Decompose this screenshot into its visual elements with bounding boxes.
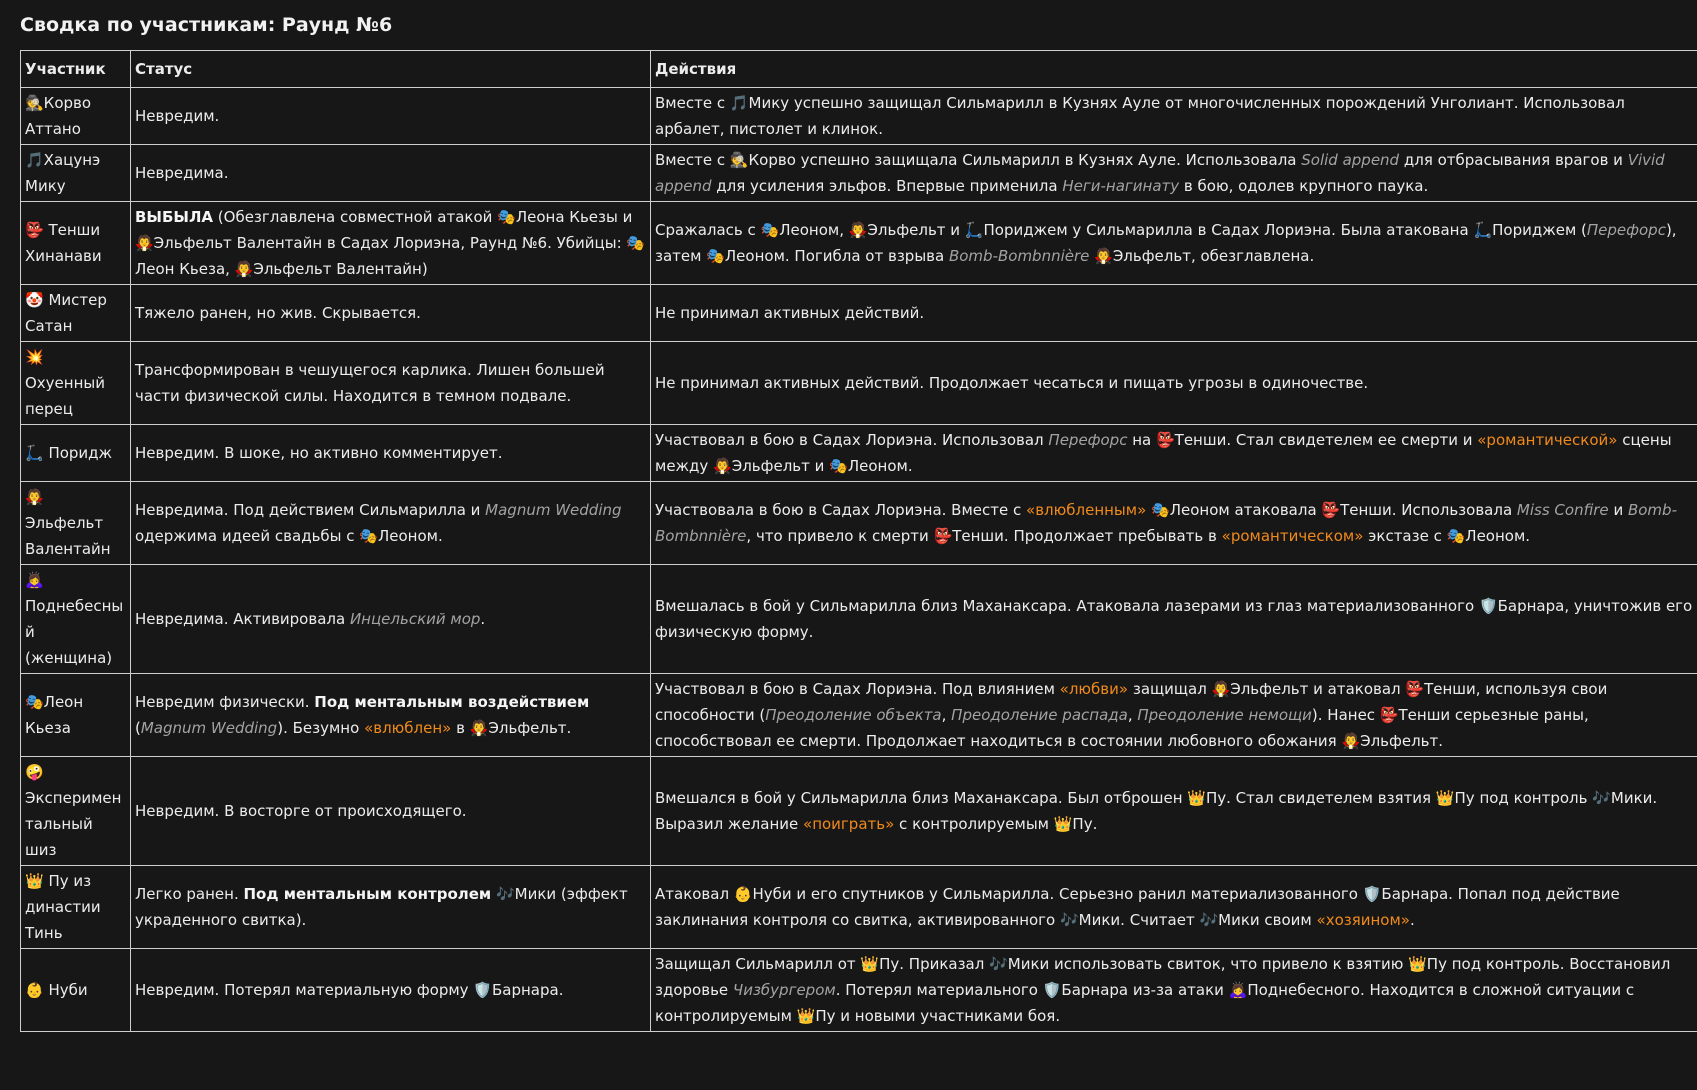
cell-text: , что привело к смерти 👺Тенши. Продолжает пребывать в	[746, 527, 1222, 545]
cell-text: 🎭Леон Кьеза	[25, 693, 84, 737]
cell-text: экстазе с 🎭Леоном.	[1363, 527, 1531, 545]
participant-cell	[21, 674, 131, 757]
cell-text: 🛴 Поридж	[25, 444, 113, 462]
status-emphasis: Под ментальным контролем	[243, 885, 492, 903]
actions-cell	[651, 757, 1697, 866]
cell-text: Участвовал в бою в Садах Лориэна. Использовал	[655, 431, 1049, 449]
participant-cell	[21, 145, 131, 202]
ability-name: Solid append	[1301, 151, 1400, 169]
cell-text: 🎵Хацунэ Мику	[25, 151, 101, 195]
cell-text: Невредим. Потерял материальную форму 🛡️Барнара.	[135, 981, 564, 999]
cell-text: Невредим физически.	[135, 693, 315, 711]
cell-text: 🎶Мики (эффект украденного свитка).	[135, 885, 628, 929]
cell-text: на 👺Тенши. Стал свидетелем ее смерти и	[1127, 431, 1478, 449]
header-status: Статус	[131, 51, 651, 88]
quoted-highlight: «романтическом»	[1221, 527, 1364, 545]
status-emphasis: ВЫБЫЛА	[135, 208, 214, 226]
cell-text: (	[135, 719, 141, 737]
ability-name: Преодоление объекта	[765, 706, 942, 724]
status-cell	[131, 202, 651, 285]
table-row	[21, 482, 1697, 565]
table-row	[21, 757, 1697, 866]
ability-name: Перефорс	[1586, 221, 1666, 239]
status-cell	[131, 565, 651, 674]
participant-cell	[21, 425, 131, 482]
status-cell	[131, 866, 651, 949]
status-cell	[131, 145, 651, 202]
cell-text: 👑 Пу из династии Тинь	[25, 872, 101, 942]
cell-text: 🎭Леоном атаковала 👺Тенши. Использовала	[1146, 501, 1517, 519]
ability-name: Vivid append	[655, 151, 1665, 195]
cell-text: Вмешалась в бой у Сильмарилла близ Маханаксара. Атаковала лазерами из глаз материализованного 🛡️Барнара, уничтожив его физическую форму.	[655, 597, 1693, 641]
participant-cell	[21, 757, 131, 866]
actions-cell	[651, 145, 1697, 202]
cell-text: Невредим.	[135, 107, 220, 125]
participant-cell	[21, 202, 131, 285]
actions-cell	[651, 342, 1697, 425]
ability-name: Magnum Wedding	[485, 501, 622, 519]
cell-text: сцены между 🧛Эльфельт и 🎭Леоном.	[655, 431, 1672, 475]
status-cell	[131, 88, 651, 145]
actions-cell	[651, 482, 1697, 565]
participants-table	[20, 50, 1697, 1032]
cell-text: Вмешался в бой у Сильмарилла близ Маханаксара. Был отброшен 👑Пу. Стал свидетелем взятия 👑Пу под контроль 🎶Мики. Выразил желание	[655, 789, 1658, 833]
cell-text: Участвовал в бою в Садах Лориэна. Под влиянием	[655, 680, 1060, 698]
ability-name: Bomb-Bombnnière	[948, 247, 1090, 265]
cell-text: для усиления эльфов. Впервые применила	[711, 177, 1063, 195]
ability-name: Miss Confire	[1516, 501, 1609, 519]
cell-text: Атаковал 👶Нуби и его спутников у Сильмарилла. Серьезно ранил материализованного 🛡️Барнара. Попал под действие заклинания контроля со свитка, активированного 🎶Мики. Считает 🎶Мики своим	[655, 885, 1620, 929]
cell-text: Невредима.	[135, 164, 229, 182]
status-emphasis: Под ментальным воздействием	[314, 693, 590, 711]
header-actions: Действия	[651, 51, 1697, 88]
quoted-highlight: «влюблен»	[364, 719, 452, 737]
cell-text: 🤪 Экспериментальный шиз	[25, 763, 122, 859]
cell-text: 🧛Эльфельт, обезглавлена.	[1089, 247, 1315, 265]
quoted-highlight: «хозяином»	[1316, 911, 1410, 929]
cell-text: . Потерял материального 🛡️Барнара из-за атаки 🙇‍♀️Поднебесного. Находится в сложной ситуации с контролируемым 👑Пу и новыми участниками боя.	[655, 981, 1635, 1025]
actions-cell	[651, 565, 1697, 674]
status-cell	[131, 674, 651, 757]
cell-text: Невредима. Активировала	[135, 610, 350, 628]
participant-cell	[21, 88, 131, 145]
cell-text: для отбрасывания врагов и	[1399, 151, 1628, 169]
cell-text: Участвовала в бою в Садах Лориэна. Вместе с	[655, 501, 1027, 519]
cell-text: ). Безумно	[277, 719, 365, 737]
cell-text: 👺 Тенши Хинанави	[25, 221, 102, 265]
cell-text: 🙇‍♀️ Поднебесный (женщина)	[25, 571, 124, 667]
quoted-highlight: «романтической»	[1477, 431, 1618, 449]
cell-text: одержима идеей свадьбы с 🎭Леоном.	[135, 527, 443, 545]
ability-name: Magnum Wedding	[140, 719, 278, 737]
participant-cell	[21, 565, 131, 674]
table-header-row	[21, 51, 1697, 88]
header-participant: Участник	[21, 51, 131, 88]
ability-name: Перефорс	[1048, 431, 1128, 449]
participant-cell	[21, 949, 131, 1032]
table-row	[21, 949, 1697, 1032]
ability-name: Неги-нагинату	[1062, 177, 1180, 195]
cell-text: 🧛 Эльфельт Валентайн	[25, 488, 111, 558]
actions-cell	[651, 425, 1697, 482]
cell-text: .	[480, 610, 486, 628]
cell-text: Вместе с 🎵Мику успешно защищал Сильмарилл в Кузнях Ауле от многочисленных порождений Унголиант. Использовал арбалет, пистолет и клинок.	[655, 94, 1625, 138]
quoted-highlight: «любви»	[1059, 680, 1129, 698]
cell-text: Невредим. В восторге от происходящего.	[135, 802, 467, 820]
quoted-highlight: «влюбленным»	[1026, 501, 1147, 519]
cell-text: .	[1409, 911, 1415, 929]
ability-name: Преодоление немощи	[1137, 706, 1312, 724]
status-cell	[131, 285, 651, 342]
actions-cell	[651, 202, 1697, 285]
table-body	[21, 88, 1697, 1032]
cell-text: 👶 Нуби	[25, 981, 88, 999]
table-row	[21, 866, 1697, 949]
cell-text: в бою, одолев крупного паука.	[1179, 177, 1429, 195]
cell-text: в 🧛Эльфельт.	[451, 719, 572, 737]
page-title: Сводка по участникам: Раунд №6	[20, 14, 393, 36]
participant-cell	[21, 866, 131, 949]
actions-cell	[651, 674, 1697, 757]
cell-text: Невредим. В шоке, но активно комментирует.	[135, 444, 503, 462]
cell-text: (Обезглавлена совместной атакой 🎭Леона Кьезы и 🧛Эльфельт Валентайн в Садах Лориэна, Раунд №6. Убийцы: 🎭Леон Кьеза, 🧛Эльфельт Валентайн)	[135, 208, 646, 278]
status-cell	[131, 425, 651, 482]
ability-name: Инцельский мор	[349, 610, 481, 628]
cell-text: и	[1608, 501, 1628, 519]
actions-cell	[651, 88, 1697, 145]
table-row	[21, 145, 1697, 202]
status-cell	[131, 342, 651, 425]
cell-text: Легко ранен.	[135, 885, 244, 903]
quoted-highlight: «поиграть»	[803, 815, 895, 833]
cell-text: ,	[941, 706, 952, 724]
ability-name: Bomb-Bombnnière	[655, 501, 1677, 545]
table-row	[21, 565, 1697, 674]
cell-text: ). Нанес 👺Тенши серьезные раны, способствовал ее смерти. Продолжает находиться в состоянии любовного обожания 🧛Эльфельт.	[655, 706, 1589, 750]
table-row	[21, 285, 1697, 342]
table-row	[21, 88, 1697, 145]
cell-text: Сражалась с 🎭Леоном, 🧛Эльфельт и 🛴Пориджем у Сильмарилла в Садах Лориэна. Была атакована 🛴Пориджем (	[655, 221, 1587, 239]
actions-cell	[651, 285, 1697, 342]
cell-text: 🤡 Мистер Сатан	[25, 291, 107, 335]
status-cell	[131, 482, 651, 565]
cell-text: 💥 Охуенный перец	[25, 348, 105, 418]
cell-text: Вместе с 🕵️Корво успешно защищала Сильмарилл в Кузнях Ауле. Использовала	[655, 151, 1302, 169]
ability-name: Чизбургером	[732, 981, 836, 999]
cell-text: защищал 🧛Эльфельт и атаковал 👺Тенши, используя свои способности (	[655, 680, 1608, 724]
cell-text: Тяжело ранен, но жив. Скрывается.	[135, 304, 421, 322]
participant-cell	[21, 482, 131, 565]
participant-cell	[21, 342, 131, 425]
cell-text: с контролируемым 👑Пу.	[894, 815, 1098, 833]
cell-text: Защищал Сильмарилл от 👑Пу. Приказал 🎶Мики использовать свиток, что привело к взятию 👑Пу под контроль. Восстановил здоровье	[655, 955, 1671, 999]
actions-cell	[651, 949, 1697, 1032]
table-row	[21, 674, 1697, 757]
cell-text: Трансформирован в чешущегося карлика. Лишен большей части физической силы. Находится в темном подвале.	[135, 361, 605, 405]
ability-name: Преодоление распада	[951, 706, 1128, 724]
cell-text: Не принимал активных действий. Продолжает чесаться и пищать угрозы в одиночестве.	[655, 374, 1369, 392]
actions-cell	[651, 866, 1697, 949]
cell-text: ), затем 🎭Леоном. Погибла от взрыва	[655, 221, 1677, 265]
cell-text: Невредима. Под действием Сильмарилла и	[135, 501, 486, 519]
table-row	[21, 425, 1697, 482]
participant-cell	[21, 285, 131, 342]
cell-text: 🕵️Корво Аттано	[25, 94, 92, 138]
cell-text: ,	[1127, 706, 1138, 724]
cell-text: Не принимал активных действий.	[655, 304, 925, 322]
status-cell	[131, 757, 651, 866]
table-row	[21, 202, 1697, 285]
status-cell	[131, 949, 651, 1032]
table-row	[21, 342, 1697, 425]
